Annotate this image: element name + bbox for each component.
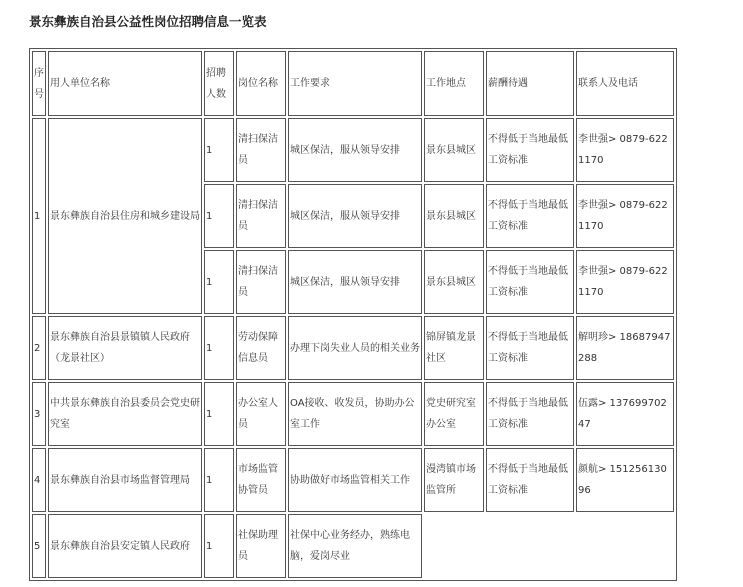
location-cell: 景东县城区 [424,250,484,314]
position-cell: 劳动保障信息员 [236,316,286,380]
table-row [32,118,674,182]
location-cell: 党史研究室办公室 [424,382,484,446]
unit-cell: 景东彝族自治县市场监督管理局 [48,448,202,512]
seq-cell: 1 [32,118,46,314]
count-cell: 1 [204,250,234,314]
empty-cell [424,514,674,578]
contact-cell: 李世强> 0879-6221170 [576,118,674,182]
salary-cell: 不得低于当地最低工资标准 [486,448,574,512]
header-position: 岗位名称 [236,51,286,116]
requirement-cell: 社保中心业务经办，熟练电脑，爱岗尽业 [288,514,422,578]
table-header-row [32,51,674,116]
position-cell: 清扫保洁员 [236,118,286,182]
position-cell: 办公室人员 [236,382,286,446]
salary-cell: 不得低于当地最低工资标准 [486,184,574,248]
header-salary: 薪酬待遇 [486,51,574,116]
position-cell: 清扫保洁员 [236,250,286,314]
unit-cell: 景东彝族自治县住房和城乡建设局 [48,118,202,314]
seq-cell: 4 [32,448,46,512]
header-count: 招聘人数 [204,51,234,116]
salary-cell: 不得低于当地最低工资标准 [486,250,574,314]
header-seq: 序号 [32,51,46,116]
count-cell: 1 [204,316,234,380]
count-cell: 1 [204,448,234,512]
requirement-cell: 城区保洁，服从领导安排 [288,184,422,248]
recruitment-table [29,48,677,581]
location-cell: 漫湾镇市场监管所 [424,448,484,512]
unit-cell: 景东彝族自治县安定镇人民政府 [48,514,202,578]
contact-cell: 解明珍> 18687947288 [576,316,674,380]
requirement-cell: 协助做好市场监管相关工作 [288,448,422,512]
position-cell: 社保助理员 [236,514,286,578]
position-cell: 清扫保洁员 [236,184,286,248]
location-cell: 景东县城区 [424,184,484,248]
location-cell: 景东县城区 [424,118,484,182]
requirement-cell: OA接收、收发员，协助办公室工作 [288,382,422,446]
count-cell: 1 [204,514,234,578]
header-contact: 联系人及电话 [576,51,674,116]
table-row [32,448,674,512]
contact-cell: 李世强> 0879-6221170 [576,184,674,248]
contact-cell: 颜航> 15125613096 [576,448,674,512]
header-requirement: 工作要求 [288,51,422,116]
contact-cell: 伍露> 13769970247 [576,382,674,446]
requirement-cell: 办理下岗失业人员的相关业务 [288,316,422,380]
salary-cell: 不得低于当地最低工资标准 [486,382,574,446]
seq-cell: 3 [32,382,46,446]
salary-cell: 不得低于当地最低工资标准 [486,118,574,182]
unit-cell: 中共景东彝族自治县委员会党史研究室 [48,382,202,446]
table-row [32,382,674,446]
page-title: 景东彝族自治县公益性岗位招聘信息一览表 [29,14,267,29]
salary-cell: 不得低于当地最低工资标准 [486,316,574,380]
count-cell: 1 [204,184,234,248]
seq-cell: 5 [32,514,46,578]
count-cell: 1 [204,118,234,182]
table-row [32,514,674,578]
contact-cell: 李世强> 0879-6221170 [576,250,674,314]
position-cell: 市场监管协管员 [236,448,286,512]
seq-cell: 2 [32,316,46,380]
requirement-cell: 城区保洁，服从领导安排 [288,118,422,182]
header-unit: 用人单位名称 [48,51,202,116]
requirement-cell: 城区保洁，服从领导安排 [288,250,422,314]
header-location: 工作地点 [424,51,484,116]
table-row [32,316,674,380]
count-cell: 1 [204,382,234,446]
unit-cell: 景东彝族自治县景镇镇人民政府（龙景社区） [48,316,202,380]
location-cell: 锦屏镇龙景社区 [424,316,484,380]
